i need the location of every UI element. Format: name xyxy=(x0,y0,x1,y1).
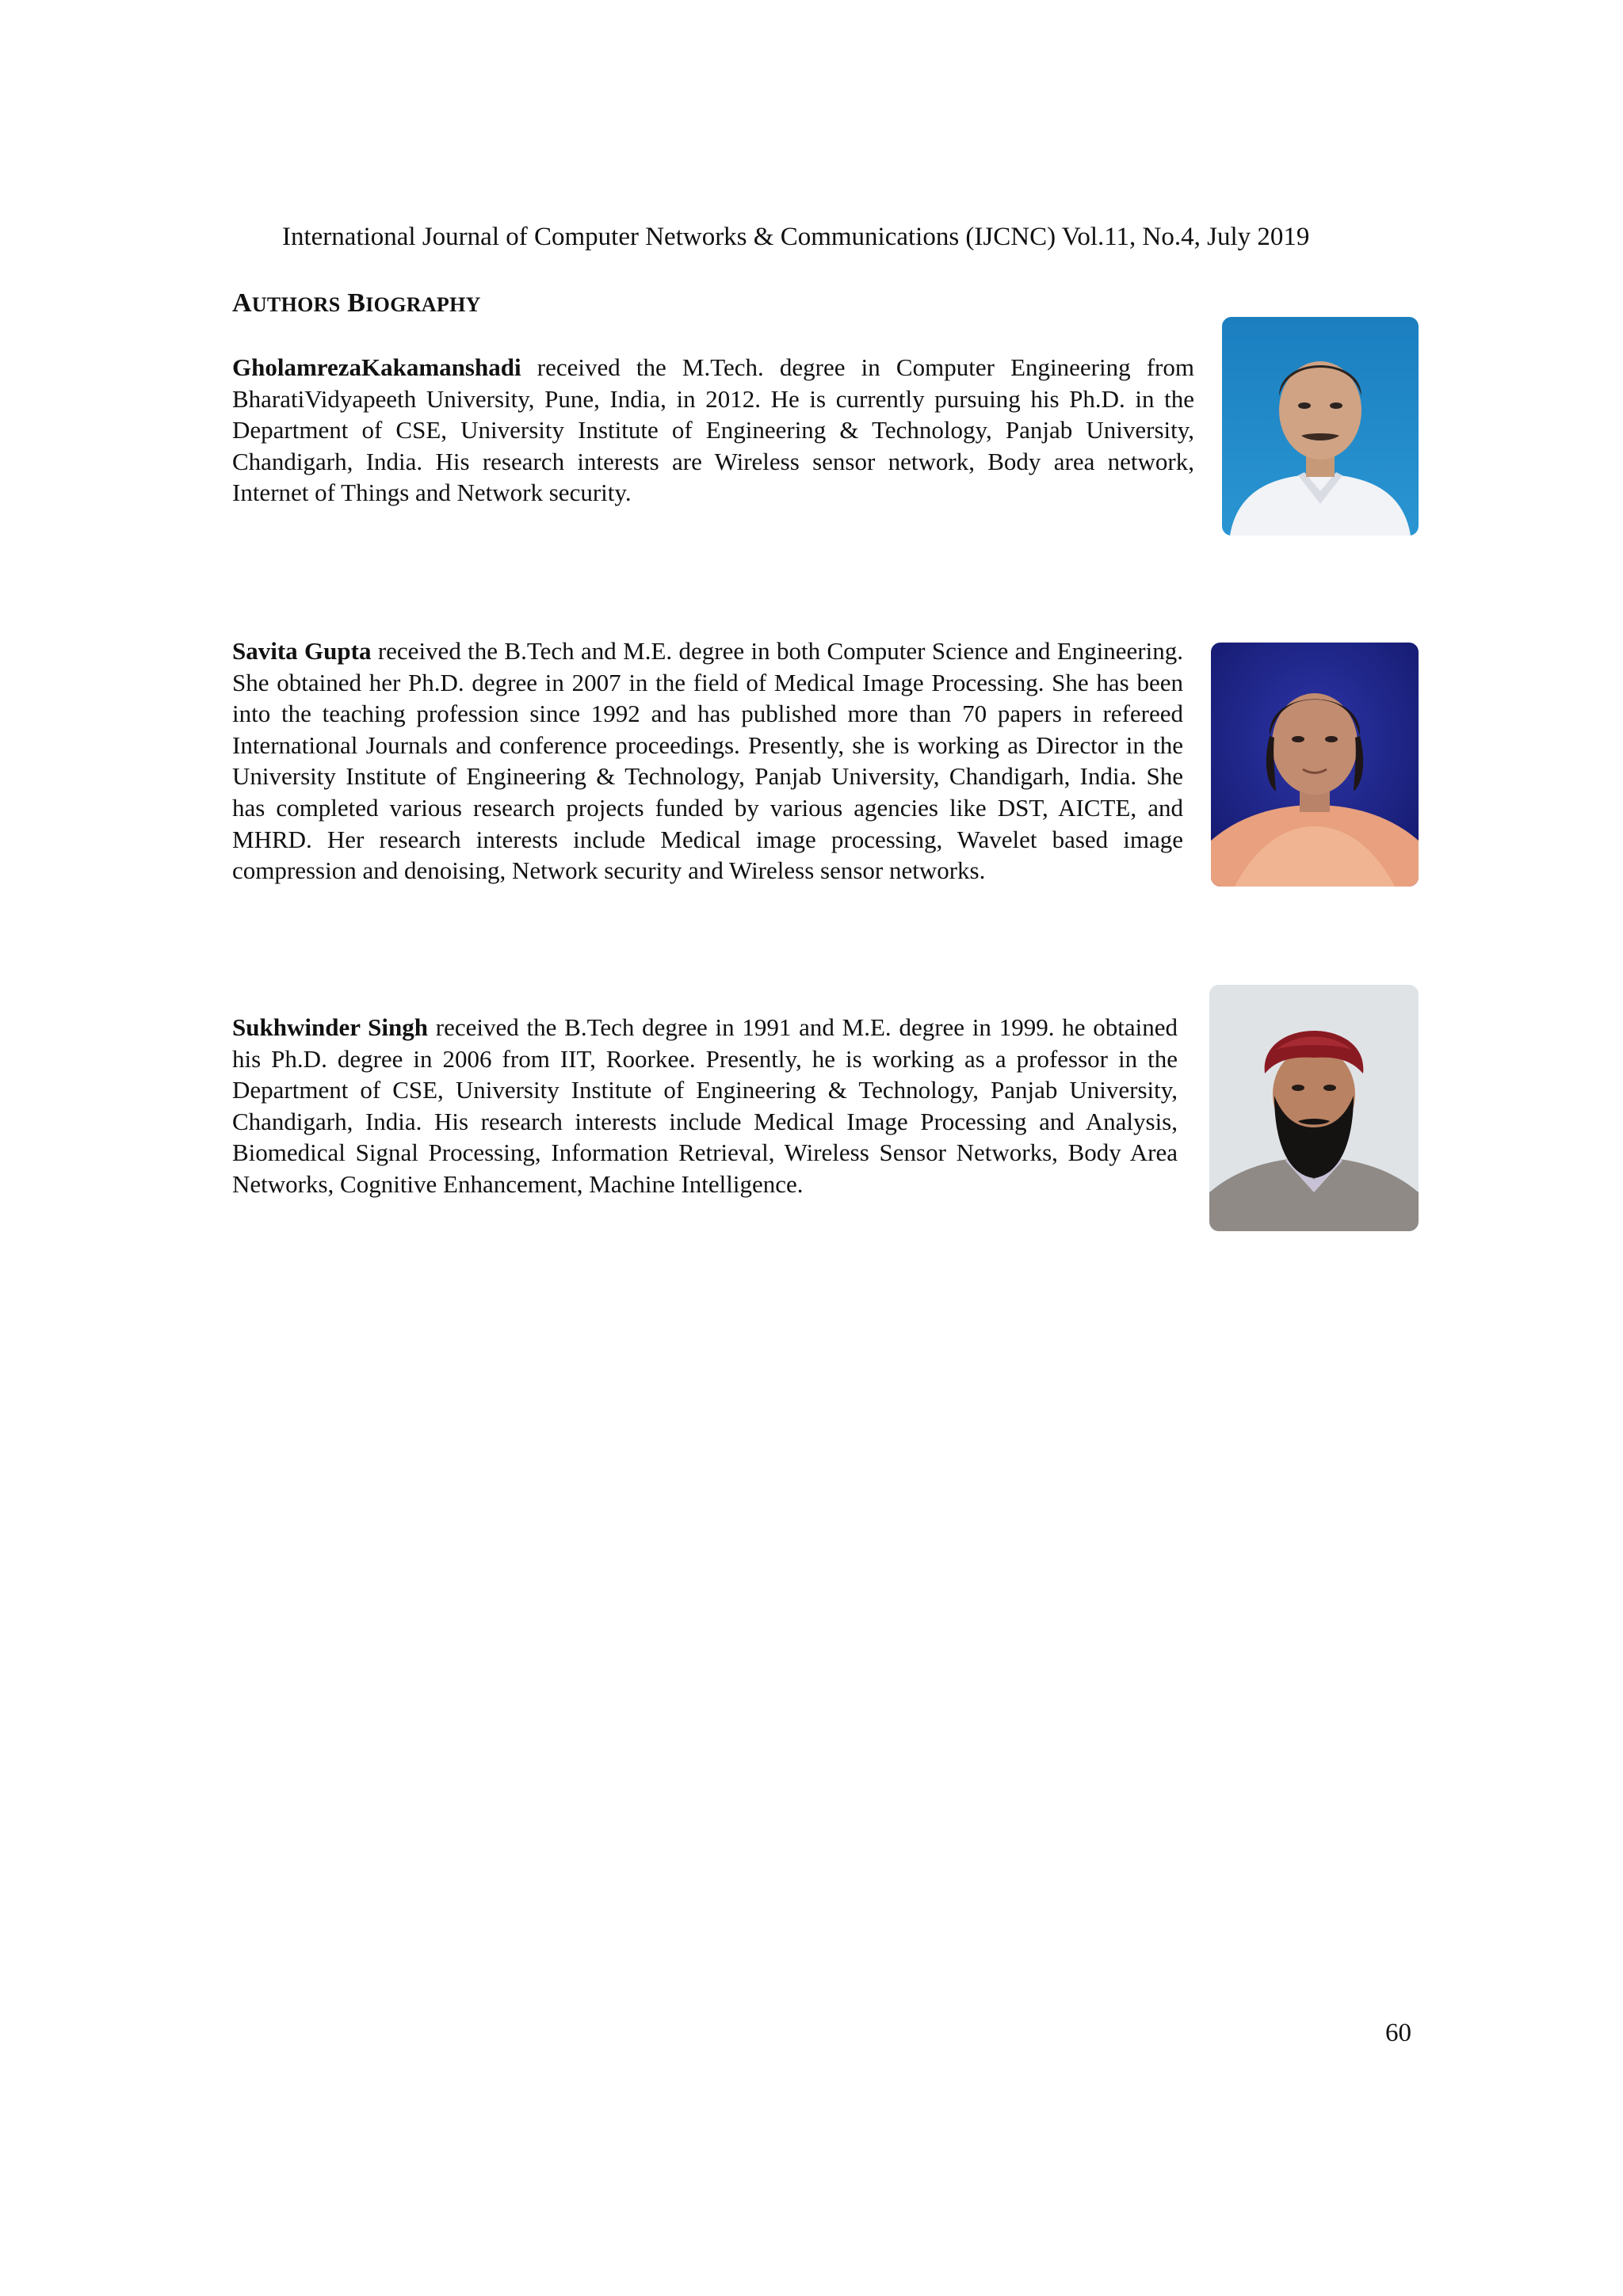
author-photo-1 xyxy=(1222,317,1419,536)
author-bio-3 xyxy=(232,1012,1178,1200)
heading-cap-a: A xyxy=(232,288,252,318)
author-photo-2 xyxy=(1211,643,1419,887)
author-bio-text-3: received the B.Tech degree in 1991 and M.E. degree in 1999. he obtained his Ph.D. degree in 2006 from IIT, Roorkee. Presently, he is working as a professor in the Department of CSE, University Institute of Engineering & Technology, Panjab University, Chandigarh, India. His research interests include Medical Image Processing and Analysis, Biomedical Signal Processing, Information Retrieval, Wireless Sensor Networks, Body Area Networks, Cognitive Enhancement, Machine Intelligence. xyxy=(232,1013,1178,1198)
author-bio-text-1: received the M.Tech. degree in Computer Engineering from BharatiVidyapeeth University, Pune, India, in 2012. He is currently pursuing his Ph.D. in the Department of CSE, University Institute of Engineering & Technology, Panjab University, Chandigarh, India. His research interests are Wireless sensor network, Body area network, Internet of Things and Network security. xyxy=(232,353,1194,507)
author-photo-3 xyxy=(1209,985,1419,1231)
author-name-3: Sukhwinder Singh xyxy=(232,1013,429,1041)
author-bio-text-2: received the B.Tech and M.E. degree in both Computer Science and Engineering. She obtained her Ph.D. degree in 2007 in the field of Medical Image Processing. She has been into the teaching profession since 1992 and has published more than 70 papers in refereed International Journals and conference proceedings. Presently, she is working as Director in the University Institute of Engineering & Technology, Panjab University, Chandigarh, India. She has completed various research projects funded by various agencies like DST, AICTE, and MHRD. Her research interests include Medical image processing, Wavelet based image compression and denoising, Network security and Wireless sensor networks. xyxy=(232,637,1183,885)
page-number: 60 xyxy=(1385,2019,1411,2047)
section-heading xyxy=(232,288,481,318)
author-name-2: Savita Gupta xyxy=(232,637,372,665)
author-bio-2 xyxy=(232,635,1183,887)
heading-rest-b: IOGRAPHY xyxy=(365,293,481,316)
author-bio-1 xyxy=(232,352,1194,509)
heading-rest-a: UTHORS xyxy=(251,293,341,316)
heading-cap-b: B xyxy=(347,288,366,318)
author-name-1: GholamrezaKakamanshadi xyxy=(232,353,521,381)
running-header: International Journal of Computer Networks & Communications (IJCNC) Vol.11, No.4, July 2019 xyxy=(282,223,1310,251)
